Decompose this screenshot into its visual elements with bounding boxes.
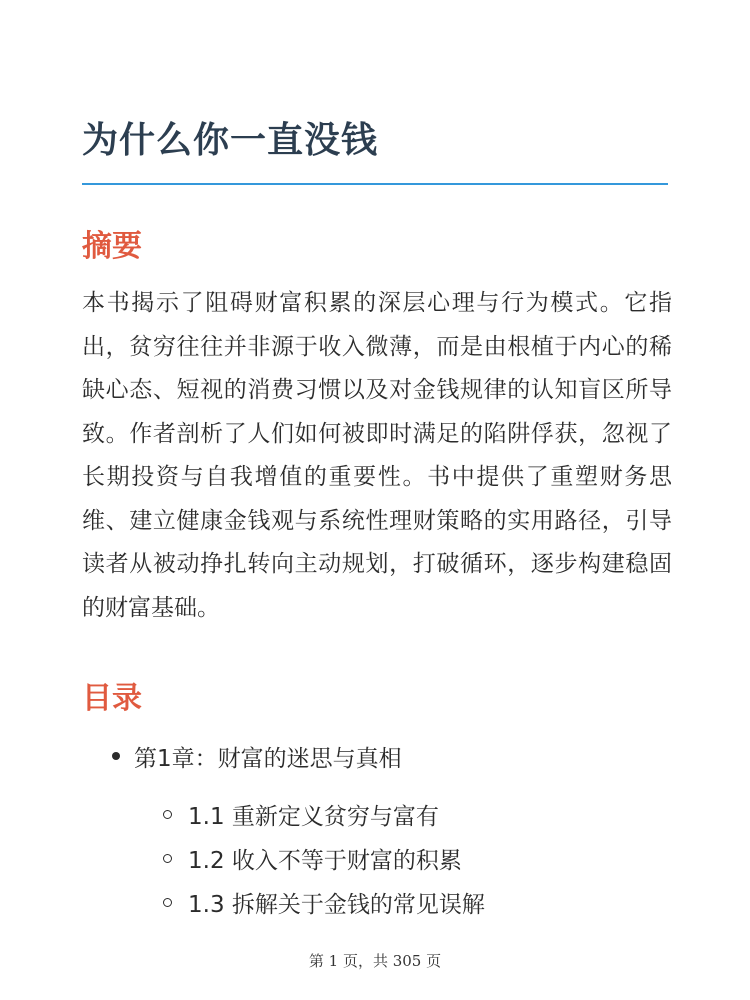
bullet-circle-icon bbox=[163, 854, 172, 863]
toc-chapter-1[interactable] bbox=[112, 734, 402, 778]
toc-section-1-2[interactable] bbox=[163, 838, 462, 878]
toc-chapter-label: 第1章：财富的迷思与真相 bbox=[134, 745, 402, 772]
document-title: 为什么你一直没钱 bbox=[82, 120, 379, 161]
toc-heading: 目录 bbox=[82, 681, 142, 716]
bullet-circle-icon bbox=[163, 810, 172, 819]
page-number-footer: 第 1 页，共 305 页 bbox=[308, 952, 442, 970]
bullet-disc-icon bbox=[112, 752, 120, 760]
bullet-circle-icon bbox=[163, 898, 172, 907]
toc-section-label: 1.2 收入不等于财富的积累 bbox=[188, 847, 462, 874]
toc-section-1-3[interactable] bbox=[163, 882, 485, 922]
toc-section-label: 1.1 重新定义贫穷与富有 bbox=[188, 803, 439, 830]
toc-section-1-1[interactable] bbox=[163, 794, 439, 834]
summary-paragraph: 本书揭示了阻碍财富积累的深层心理与行为模式。它指出，贫穷往往并非源于收入微薄，而是由根植于内心的稀缺心态、短视的消费习惯以及对金钱规律的认知盲区所导致。作者剖析了人们如何被即时满足的陷阱俘获，忽视了长期投资与自我增值的重要性。书中提供了重塑财务思维、建立健康金钱观与系统性理财策略的实用路径，引导读者从被动挣扎转向主动规划，打破循环，逐步构建稳固的财富基础。 bbox=[82, 290, 672, 621]
summary-heading: 摘要 bbox=[82, 229, 142, 264]
toc-section-label: 1.3 拆解关于金钱的常见误解 bbox=[188, 891, 485, 918]
title-divider bbox=[82, 183, 668, 185]
